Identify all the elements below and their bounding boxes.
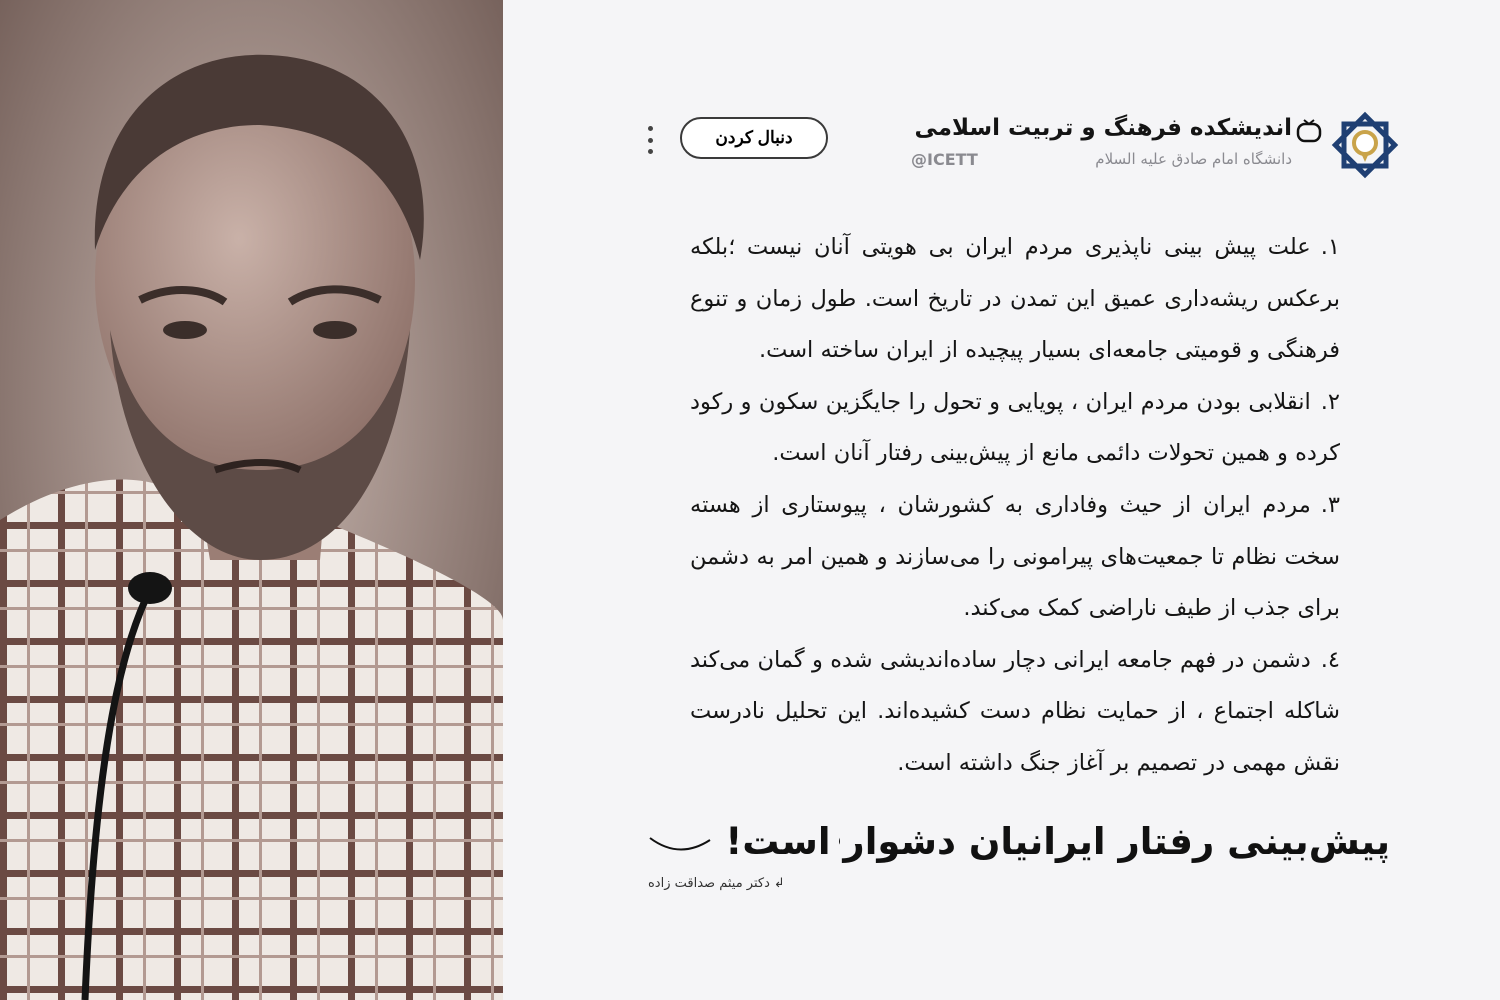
account-subtitle: دانشگاه امام صادق علیه السلام	[1095, 150, 1292, 168]
logo-icon	[1330, 110, 1400, 180]
point-text: علت پیش بینی ناپذیری مردم ایران بی هویتی آنان نیست ؛بلکه برعکس ریشه‌داری عمیق این تمدن در تاریخ است. طول زمان و تنوع فرهنگی و قومیتی جامعه‌ای بسیار پیچیده از ایران ساخته است.	[690, 234, 1340, 364]
point-number: ٤.	[1320, 646, 1340, 673]
point-text: انقلابی بودن مردم ایران ، پویایی و تحول را جایگزین سکون و رکود کرده و همین تحولات دائمی مانع از پیش‌بینی رفتار آنان است.	[690, 388, 1340, 467]
tv-icon	[1296, 119, 1322, 143]
point-number: ۲.	[1320, 388, 1340, 415]
more-vertical-icon[interactable]	[646, 126, 654, 154]
point-number: ۳.	[1320, 491, 1340, 518]
point-text: مردم ایران از حیث وفاداری به کشورشان ، پیوستاری از هسته سخت نظام تا جمعیت‌های پیرامونی را می‌سازند و همین امر به دشمن برای جذب از طیف ناراضی کمک می‌کند.	[690, 491, 1340, 622]
portrait-photo	[0, 0, 503, 1000]
point-item	[690, 222, 1340, 377]
headline: پیش‌بینی رفتار ایرانیان دشوار است!	[725, 820, 1390, 863]
point-item	[690, 635, 1340, 790]
account-name[interactable]: اندیشکده فرهنگ و تربیت اسلامی	[914, 115, 1292, 141]
series-title-text	[835, 807, 840, 856]
arrow-icon: ↲	[773, 876, 785, 891]
point-item	[690, 377, 1340, 480]
account-header	[600, 110, 1400, 180]
point-text: دشمن در فهم جامعه ایرانی دچار ساده‌اندیشی شده و گمان می‌کند شاکله اجتماع ، از حمایت نظام دست کشیده‌اند. این تحلیل نادرست نقش مهمی در تصمیم بر آغاز جنگ داشته است.	[690, 646, 1340, 776]
follow-button[interactable]: دنبال کردن	[680, 117, 828, 159]
series-title-calligraphy	[640, 798, 840, 868]
points-list	[690, 222, 1340, 790]
account-handle[interactable]: @ICETT	[911, 150, 978, 169]
point-item	[690, 480, 1340, 635]
author-line	[648, 876, 828, 891]
author-name: دکتر میثم صداقت زاده	[648, 876, 770, 891]
point-number: ۱.	[1320, 234, 1340, 260]
